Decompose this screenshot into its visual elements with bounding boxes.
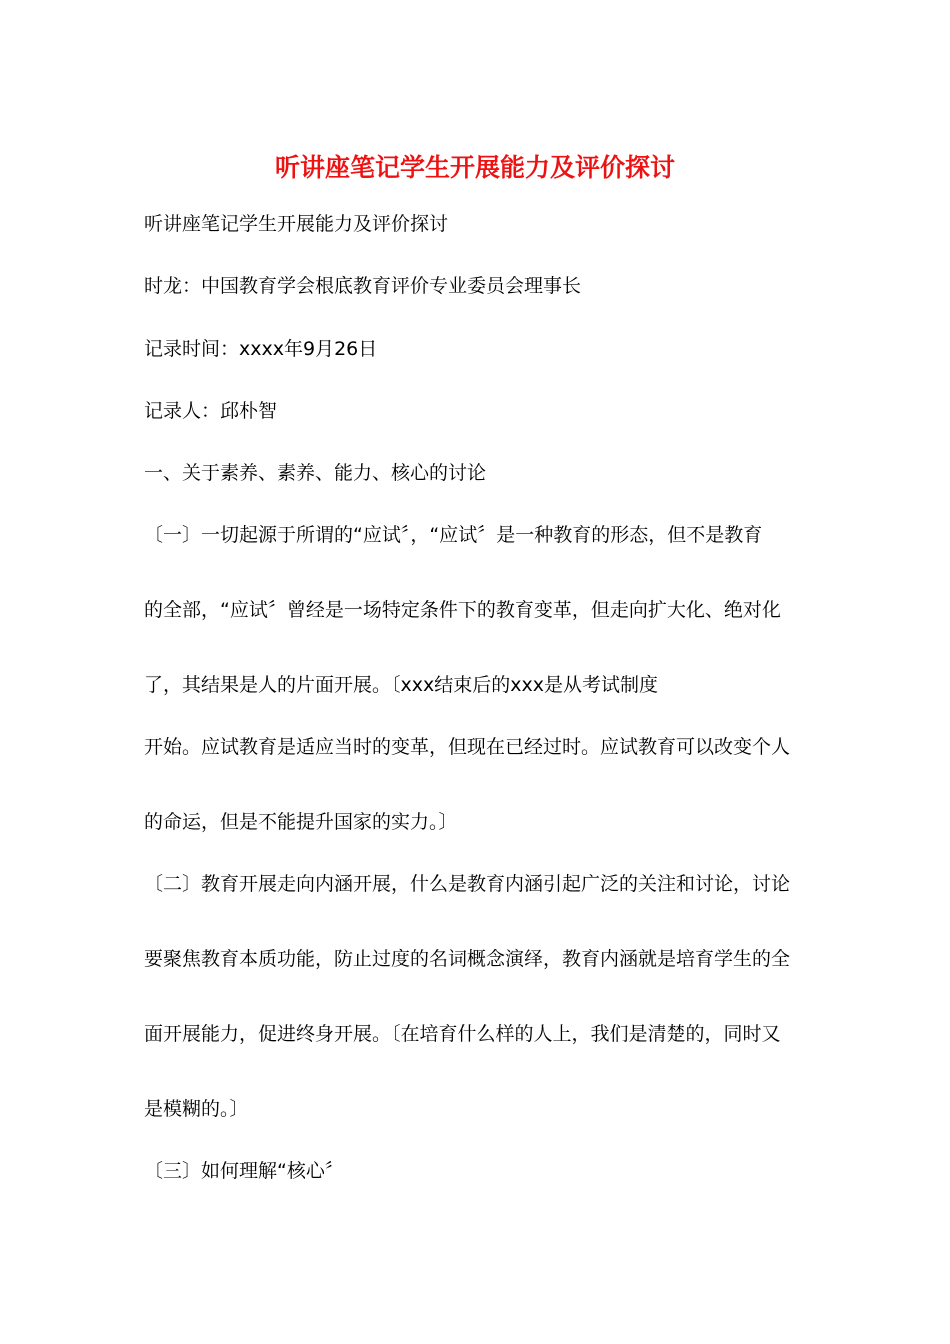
section-heading: 一、关于素养、素养、能力、核心的讨论 bbox=[144, 462, 487, 484]
text-line: 〔一〕一切起源于所谓的“应试〞，“应试〞是一种教育的形态，但不是教育 bbox=[144, 524, 763, 546]
text-line: 记录人：邱朴智 bbox=[144, 400, 278, 422]
text-line: 记录时间：xxxx年9月26日 bbox=[144, 338, 378, 360]
text-line: 听讲座笔记学生开展能力及评价探讨 bbox=[144, 213, 449, 235]
text-line: 的全部，“应试〞曾经是一场特定条件下的教育变革，但走向扩大化、绝对化 bbox=[144, 599, 781, 621]
text-line: 开始。应试教育是适应当时的变革，但现在已经过时。应试教育可以改变个人 bbox=[144, 736, 791, 758]
text-line: 时龙：中国教育学会根底教育评价专业委员会理事长 bbox=[144, 275, 582, 297]
text-line: 〔二〕教育开展走向内涵开展，什么是教育内涵引起广泛的关注和讨论，讨论 bbox=[144, 873, 791, 895]
text-line: 要聚焦教育本质功能，防止过度的名词概念演绎，教育内涵就是培育学生的全 bbox=[144, 948, 791, 970]
text-line: 〔三〕如何理解“核心〞 bbox=[144, 1160, 344, 1182]
text-line: 面开展能力，促进终身开展。〔在培育什么样的人上，我们是清楚的，同时又 bbox=[144, 1023, 781, 1045]
text-line: 的命运，但是不能提升国家的实力。〕 bbox=[144, 811, 458, 833]
document-title: 听讲座笔记学生开展能力及评价探讨 bbox=[274, 153, 675, 182]
text-line: 了，其结果是人的片面开展。〔xxx结束后的xxx是从考试制度 bbox=[144, 674, 658, 696]
text-line: 是模糊的。〕 bbox=[144, 1098, 249, 1120]
